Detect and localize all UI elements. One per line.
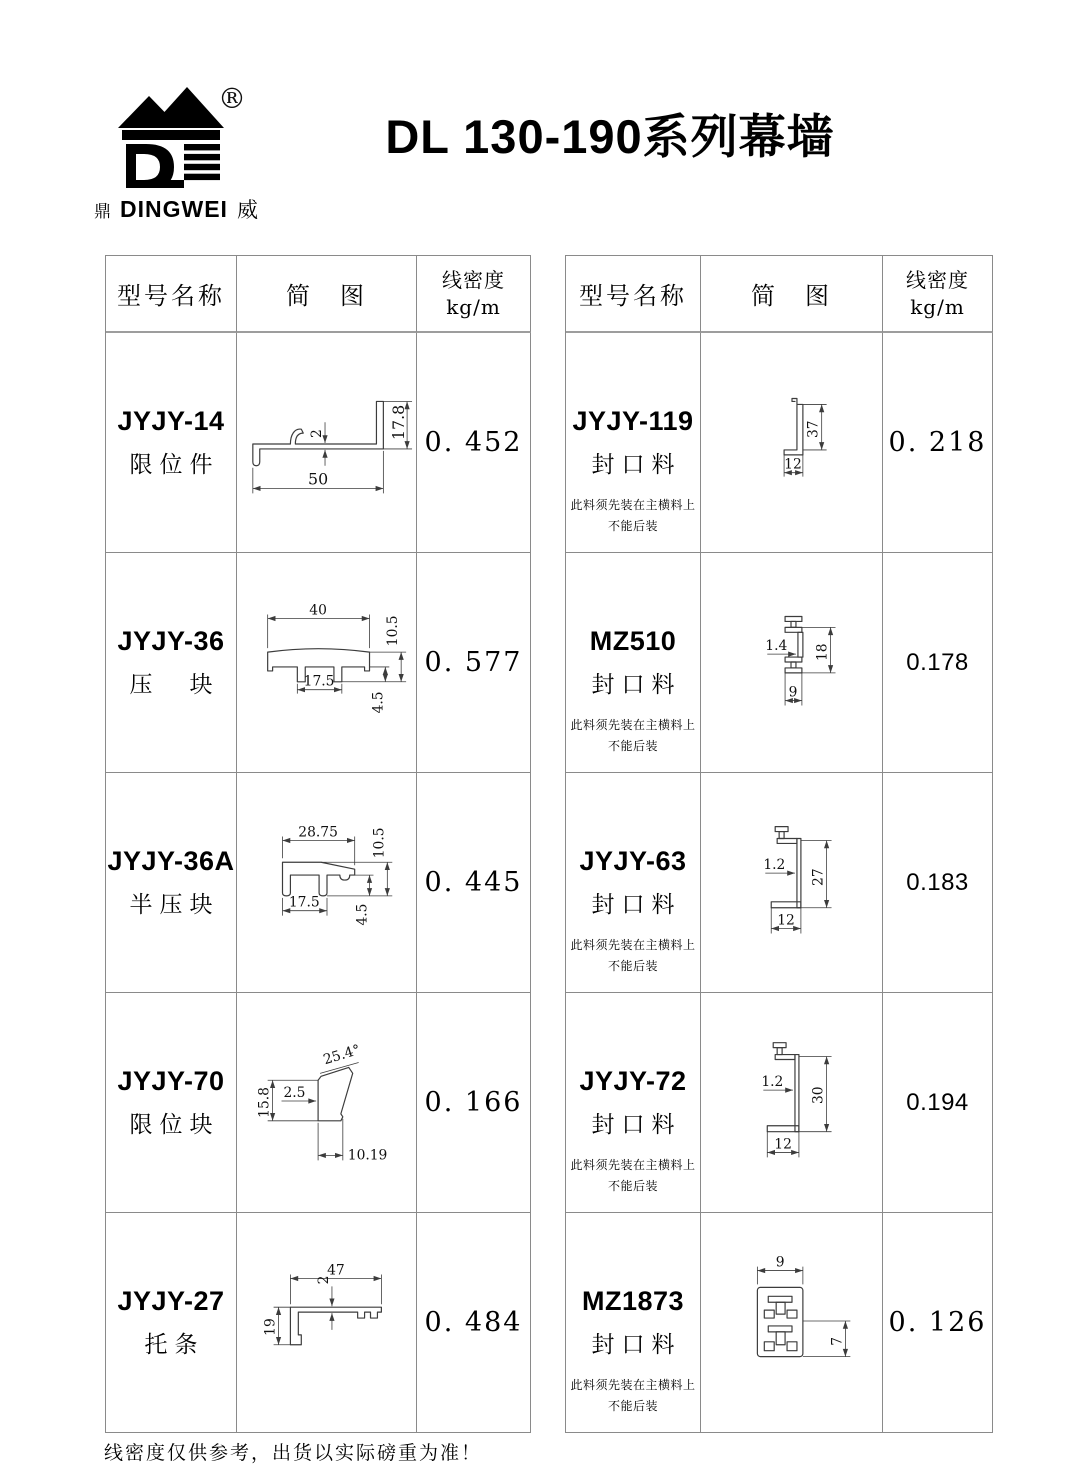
dim-label: 10.5: [370, 826, 387, 858]
install-note-line1: 此料须先装在主横料上: [570, 1157, 696, 1172]
header-model: 型号名称: [566, 256, 701, 333]
dim-label: 4.5: [354, 903, 371, 926]
density-value: 0.178: [906, 648, 969, 676]
density-cell: [883, 1213, 993, 1433]
model-cn-name: 托条: [144, 1332, 205, 1358]
header-density: [883, 256, 993, 333]
density-value: 0. 484: [424, 1307, 523, 1338]
dim-label: 25.4°: [321, 1041, 362, 1068]
dim-label: 47: [326, 1262, 345, 1279]
install-note: [566, 935, 700, 978]
model-code: MZ1873: [581, 1286, 685, 1316]
header-density-line2: kg/m: [446, 294, 501, 319]
profile-diagram-jyjy-36: [238, 554, 416, 772]
density-value: 0. 218: [888, 427, 987, 458]
dim-label: 40: [308, 602, 327, 619]
dim-label: 12: [783, 456, 802, 473]
install-note: [566, 495, 700, 538]
page-title: DL 130-190系列幕墙: [385, 110, 835, 163]
diagram-cell: [237, 333, 417, 553]
model-cn-name: 封口料: [591, 1332, 682, 1358]
model-code: JYJY-36A: [107, 846, 235, 876]
density-cell: [883, 993, 993, 1213]
logo-brand-name: DINGWEI: [120, 196, 228, 222]
profile-diagram-jyjy-14: [238, 334, 416, 552]
dim-label: 17.8: [388, 404, 408, 440]
dim-label: 1.2: [760, 1073, 783, 1090]
profile-diagram-jyjy-119: [702, 334, 882, 552]
density-value: 0. 452: [424, 427, 523, 458]
footer-disclaimer: 线密度仅供参考，出货以实际磅重为准！: [104, 1442, 483, 1464]
model-cell: [106, 773, 237, 993]
density-value: 0.194: [906, 1088, 969, 1116]
model-code: JYJY-119: [572, 406, 694, 436]
dim-label: 50: [307, 469, 328, 489]
dim-label: 18: [814, 642, 831, 661]
density-cell: [883, 333, 993, 553]
dim-label: 37: [805, 419, 822, 438]
profile-diagram-jyjy-70: [238, 994, 416, 1212]
header-density-line1: 线密度: [442, 267, 505, 292]
diagram-cell: [701, 333, 883, 553]
header-density-line1: 线密度: [906, 267, 969, 292]
header-diagram: 简 图: [701, 256, 883, 333]
dim-label: 10.19: [347, 1146, 387, 1163]
density-cell: [417, 553, 531, 773]
install-note-line2: 不能后装: [607, 519, 658, 534]
install-note-line2: 不能后装: [607, 739, 658, 754]
model-code: JYJY-70: [117, 1066, 225, 1096]
density-cell: [883, 553, 993, 773]
model-cell: [106, 1213, 237, 1433]
dim-label: 17.5: [303, 673, 334, 690]
diagram-cell: [237, 1213, 417, 1433]
model-code: JYJY-27: [117, 1286, 225, 1316]
dim-label: 4.5: [369, 690, 386, 713]
profile-diagram-jyjy-63: [702, 774, 882, 992]
density-value: 0. 126: [888, 1307, 987, 1338]
dim-label: 2: [308, 428, 325, 438]
install-note: [566, 715, 700, 758]
install-note-line1: 此料须先装在主横料上: [570, 497, 696, 512]
profile-diagram-mz1873: [702, 1214, 882, 1432]
density-value: 0. 166: [424, 1087, 523, 1118]
model-cn-name: 封口料: [591, 672, 682, 698]
dim-label: 19: [262, 1317, 279, 1336]
header-density-line2: kg/m: [910, 294, 965, 319]
install-note-line2: 不能后装: [607, 1399, 658, 1414]
dim-label: 1.4: [764, 637, 787, 654]
model-code: JYJY-14: [117, 406, 225, 436]
right-profile-table: [565, 255, 993, 1433]
dim-label: 9: [775, 1254, 785, 1271]
model-cell: [566, 993, 701, 1213]
density-value: 0.183: [906, 868, 969, 896]
diagram-cell: [701, 773, 883, 993]
profile-diagram-jyjy-36a: [238, 774, 416, 992]
model-cell: [106, 993, 237, 1213]
logo-char-wei: 威: [236, 198, 258, 222]
density-cell: [883, 773, 993, 993]
left-profile-table: [105, 255, 531, 1433]
install-note-line2: 不能后装: [607, 1179, 658, 1194]
install-note-line1: 此料须先装在主横料上: [570, 1377, 696, 1392]
registered-trademark-icon: ®: [218, 82, 246, 115]
density-value: 0. 577: [424, 647, 523, 678]
diagram-cell: [701, 553, 883, 773]
diagram-cell: [237, 773, 417, 993]
brand-logo: [92, 84, 272, 224]
density-cell: [417, 1213, 531, 1433]
model-cn-name: 封口料: [591, 1112, 682, 1138]
model-cn-name: 半压块: [129, 892, 220, 918]
logo-char-ding: 鼎: [94, 202, 111, 222]
model-cell: [566, 333, 701, 553]
model-cell: [566, 553, 701, 773]
density-cell: [417, 993, 531, 1213]
profile-diagram-jyjy-72: [702, 994, 882, 1212]
model-cell: [566, 1213, 701, 1433]
model-cell: [566, 773, 701, 993]
model-code: MZ510: [589, 626, 677, 656]
model-cn-name: 压 块: [129, 672, 220, 698]
install-note-line2: 不能后装: [607, 959, 658, 974]
diagram-cell: [701, 1213, 883, 1433]
dim-label: 15.8: [256, 1086, 273, 1118]
density-cell: [417, 773, 531, 993]
dim-label: 10.5: [384, 614, 401, 646]
density-value: 0. 445: [424, 867, 523, 898]
model-cell: [106, 553, 237, 773]
profile-diagram-jyjy-27: [238, 1214, 416, 1432]
header-diagram: 简 图: [237, 256, 417, 333]
model-code: JYJY-72: [579, 1066, 687, 1096]
dim-label: 30: [810, 1085, 827, 1104]
model-cn-name: 限位块: [129, 1112, 220, 1138]
header-model: 型号名称: [106, 256, 237, 333]
model-code: JYJY-63: [579, 846, 687, 876]
density-cell: [417, 333, 531, 553]
install-note: [566, 1375, 700, 1418]
dim-label: 17.5: [288, 894, 320, 911]
diagram-cell: [237, 553, 417, 773]
install-note: [566, 1155, 700, 1198]
dim-label: 27: [810, 867, 827, 886]
model-cell: [106, 333, 237, 553]
dim-label: 28.75: [297, 824, 338, 841]
model-code: JYJY-36: [117, 626, 225, 656]
diagram-cell: [237, 993, 417, 1213]
model-cn-name: 限位件: [129, 452, 220, 478]
install-note-line1: 此料须先装在主横料上: [570, 937, 696, 952]
dim-label: 7: [828, 1336, 845, 1346]
dim-label: 2: [315, 1275, 332, 1284]
install-note-line1: 此料须先装在主横料上: [570, 717, 696, 732]
profile-diagram-mz510: [702, 554, 882, 772]
diagram-cell: [701, 993, 883, 1213]
logo-wordmark: [94, 194, 272, 224]
dim-label: 2.5: [282, 1084, 305, 1101]
dim-label: 12: [773, 1135, 792, 1152]
model-cn-name: 封口料: [591, 452, 682, 478]
header-density: [417, 256, 531, 333]
dim-label: 9: [788, 684, 797, 701]
dim-label: 12: [776, 912, 795, 929]
model-cn-name: 封口料: [591, 892, 682, 918]
dim-label: 1.2: [762, 856, 785, 873]
